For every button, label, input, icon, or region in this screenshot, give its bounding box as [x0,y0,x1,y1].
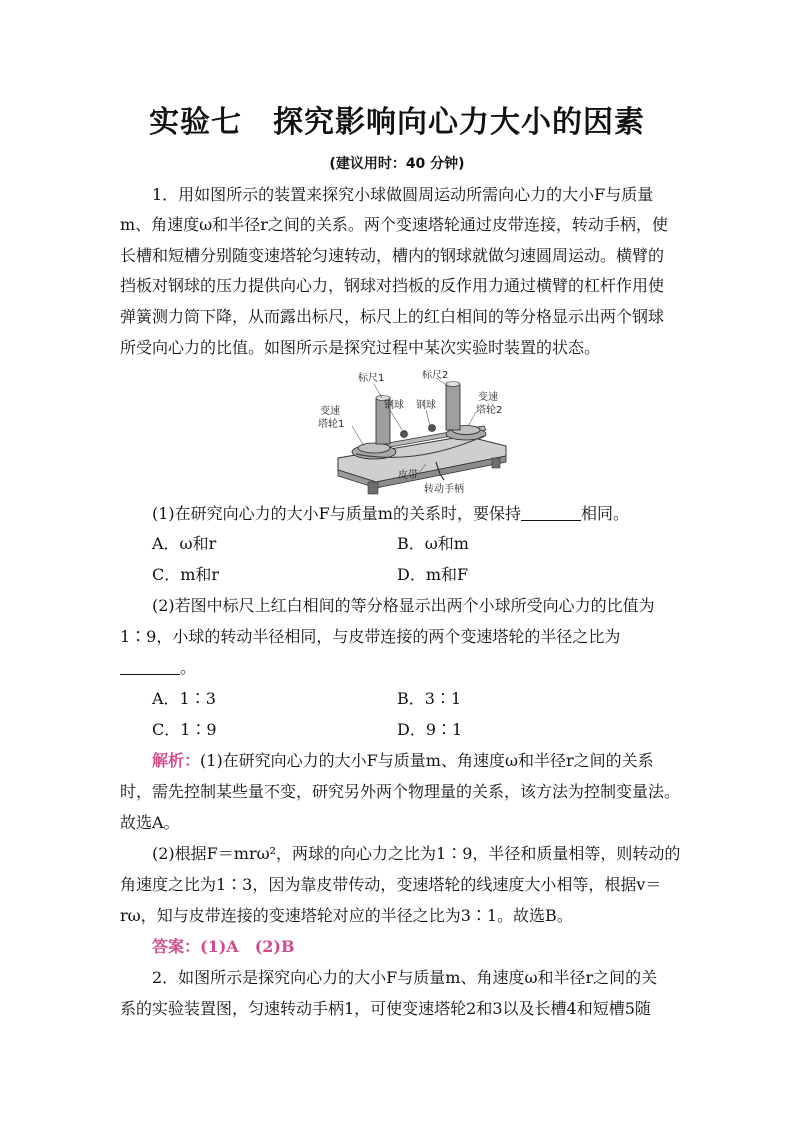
option-c: C．m和r [152,565,220,584]
apparatus-figure [316,370,512,498]
label-belt: 皮带 [398,470,418,481]
q2-stem-line: 2．如图所示是探究向心力的大小F与质量m、角速度ω和半径r之间的关 [152,968,658,987]
answer-text: (1)A (2)B [200,937,295,956]
q1-stem-line: 长槽和短槽分别随变速塔轮匀速转动，槽内的钢球就做匀速圆周运动。横臂的 [120,246,665,265]
option-c: C．1∶9 [152,720,217,739]
option-d: D．m和F [397,565,469,584]
q1-stem-line: 所受向心力的比值。如图所示是探究过程中某次实验时装置的状态。 [120,338,601,357]
q1-part1 [152,499,680,529]
q1-stem-line: m、角速度ω和半径r之间的关系。两个变速塔轮通过皮带连接，转动手柄，使 [120,215,668,234]
analysis-line: 故选A。 [120,813,180,832]
label-ball-right: 钢球 [416,400,436,411]
analysis-line: 解析：(1)在研究向心力的大小F与质量m、角速度ω和半径r之间的关系 [152,751,654,770]
label-scale-1: 标尺1 [358,373,385,384]
analysis-line: (2)根据F＝mrω²，两球的向心力之比为1∶9，半径和质量相等，则转动的 [152,844,681,863]
q1-part2-line: 1∶9，小球的转动半径相同，与皮带连接的两个变速塔轮的半径之比为 [120,627,621,646]
analysis-label: 解析： [152,751,201,770]
q1-part2-line: 。 [120,653,680,683]
time-note: (建议用时：40 分钟) [329,156,465,172]
q1-stem-line: 弹簧测力筒下降，从而露出标尺，标尺上的红白相间的等分格显示出两个钢球 [120,307,665,326]
answer-label: 答案： [152,937,201,956]
option-b: B．ω和m [397,534,469,553]
q1-part1-prompt: (1)在研究向心力的大小F与质量m的关系时，要保持 [152,504,521,523]
label-scale-2: 标尺2 [422,370,449,381]
option-b: B．3∶1 [397,689,462,708]
label-wheel-1: 塔轮1 [318,419,345,430]
analysis-line: 时，需先控制某些量不变，研究另外两个物理量的关系，该方法为控制变量法。 [120,782,681,801]
answer-blank [521,502,581,521]
label-ball-left: 钢球 [384,400,404,411]
label-wheel-1: 变速 [320,406,340,417]
label-wheel-2: 变速 [478,392,498,403]
q1-stem-line: 挡板对钢球的压力提供向心力，钢球对挡板的反作用力通过横臂的杠杆作用使 [120,276,665,295]
q1-part2-line: (2)若图中标尺上红白相间的等分格显示出两个小球所受向心力的比值为 [152,596,655,615]
q1-stem-line: 1．用如图所示的装置来探究小球做圆周运动所需向心力的大小F与质量 [152,185,654,204]
option-d: D．9∶1 [397,720,463,739]
option-a: A．ω和r [152,534,217,553]
label-handle: 转动手柄 [424,484,464,495]
q1-part1-end: 相同。 [580,504,629,523]
page-title: 实验七 探究影响向心力大小的因素 [149,105,645,140]
analysis-line: 角速度之比为1∶3，因为靠皮带传动，变速塔轮的线速度大小相等，根据v＝ [120,875,662,894]
option-a: A．1∶3 [152,689,216,708]
analysis-line: rω，知与皮带连接的变速塔轮对应的半径之比为3∶1。故选B。 [120,906,573,925]
label-wheel-2: 塔轮2 [476,405,503,416]
q2-stem-line: 系的实验装置图，匀速转动手柄1，可使变速塔轮2和3以及长槽4和短槽5随 [120,999,651,1018]
answer-blank [120,656,180,675]
answer-line [152,932,680,962]
